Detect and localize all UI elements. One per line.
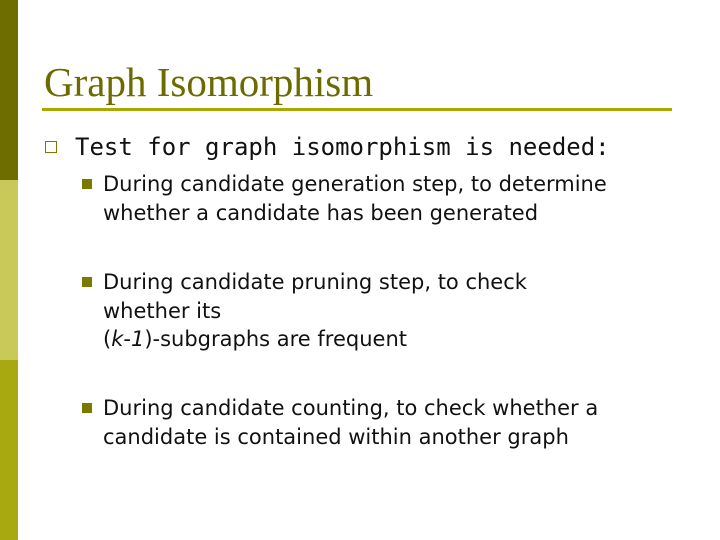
sub-point-1-line-2: whether a candidate has been generated	[103, 200, 539, 225]
sub-point-2-line-2: whether its	[103, 298, 222, 323]
sub-point-2-line-3	[103, 325, 682, 354]
sub-point-3-text	[82, 394, 682, 451]
one-digit: 1	[130, 327, 145, 351]
side-bar-middle	[0, 180, 18, 360]
slide-title: Graph Isomorphism	[44, 59, 374, 105]
main-point-text: Test for graph isomorphism is needed:	[75, 133, 610, 161]
open-paren: (	[103, 327, 112, 351]
sub-point-2-text	[82, 268, 682, 354]
sub-point-2-line-1: During candidate pruning step, to check	[103, 270, 527, 294]
side-bar-bottom	[0, 360, 18, 540]
sub-point-3	[82, 394, 682, 451]
filled-square-bullet-icon	[82, 403, 92, 413]
sub-point-3-line-1: During candidate counting, to check whether a	[103, 396, 599, 420]
side-bar-top	[0, 0, 18, 180]
sub-point-2	[82, 268, 682, 354]
minus-sign: -	[123, 327, 131, 351]
subgraphs-text: )-subgraphs are frequent	[144, 327, 407, 351]
k-variable: k	[111, 327, 124, 351]
hollow-square-bullet-icon	[45, 141, 57, 153]
filled-square-bullet-icon	[82, 179, 92, 189]
title-underline	[42, 108, 672, 111]
sub-point-3-line-2: candidate is contained within another graph	[103, 424, 569, 449]
main-point	[45, 131, 685, 163]
sub-point-1	[82, 170, 682, 227]
sub-point-1-line-1: During candidate generation step, to determine	[103, 172, 607, 196]
filled-square-bullet-icon	[82, 277, 92, 287]
sub-point-1-text	[82, 170, 682, 227]
